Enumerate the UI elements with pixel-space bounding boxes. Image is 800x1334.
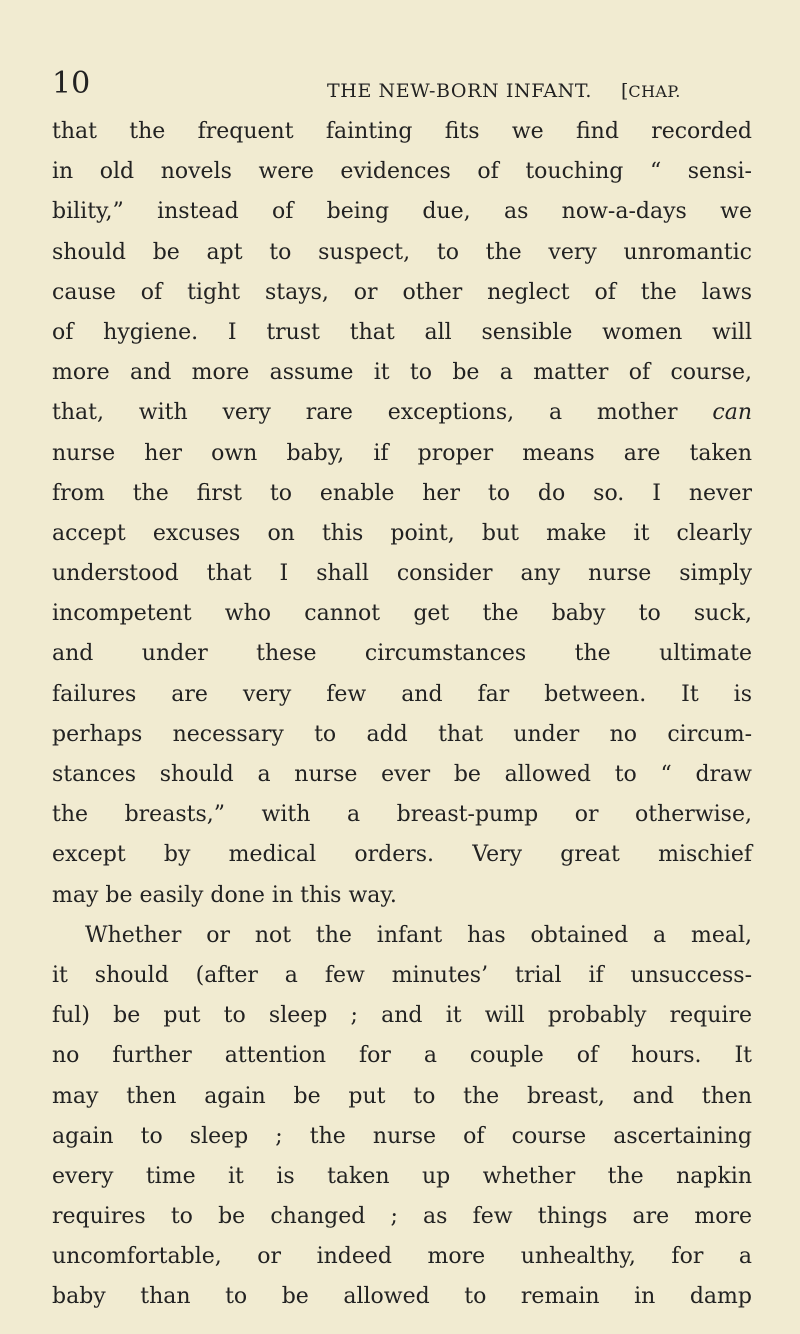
text-line: baby than to be allowed to remain in damp <box>52 1284 752 1310</box>
text-line: the breasts,” with a breast-pump or otherwise, <box>52 802 752 828</box>
body-text <box>52 112 752 1318</box>
text-line: it should (after a few minutes’ trial if unsuccess- <box>52 962 752 988</box>
text-line: may be easily done in this way. <box>52 882 397 908</box>
chapter-tag <box>621 78 681 105</box>
text-line: from the first to enable her to do so. I never <box>52 480 752 506</box>
text-line: ful) be put to sleep ; and it will probably require <box>52 1003 752 1029</box>
page-number: 10 <box>52 66 91 101</box>
text-line: incompetent who cannot get the baby to suck, <box>52 601 752 627</box>
chapter-bracket: [ <box>621 80 629 102</box>
text-line: uncomfortable, or indeed more unhealthy, for a <box>52 1244 752 1270</box>
text-line: accept excuses on this point, but make it clearly <box>52 520 752 546</box>
page-header <box>52 62 752 108</box>
text-line: again to sleep ; the nurse of course ascertaining <box>52 1123 752 1149</box>
running-title: THE NEW-BORN INFANT. <box>327 80 593 102</box>
text-line: more and more assume it to be a matter of course, <box>52 360 752 386</box>
text-line: cause of tight stays, or other neglect of the laws <box>52 279 752 305</box>
italic-emphasis: can <box>712 400 752 426</box>
text-line: failures are very few and far between. It is <box>52 681 752 707</box>
text-line: bility,” instead of being due, as now-a-days we <box>52 199 752 225</box>
text-line: nurse her own baby, if proper means are taken <box>52 440 752 466</box>
text-line: perhaps necessary to add that under no circum- <box>52 721 752 747</box>
text-line: requires to be changed ; as few things are more <box>52 1204 752 1230</box>
text-line: understood that I shall consider any nurse simply <box>52 561 752 587</box>
text-segment: that, with very rare exceptions, a mother <box>52 400 713 426</box>
text-line <box>52 393 752 433</box>
text-line: Whether or not the infant has obtained a meal, <box>85 922 752 948</box>
text-line: no further attention for a couple of hours. It <box>52 1043 752 1069</box>
text-line: every time it is taken up whether the napkin <box>52 1163 752 1189</box>
text-line: except by medical orders. Very great mischief <box>52 842 752 868</box>
text-line: in old novels were evidences of touching “ sensi- <box>52 159 752 185</box>
text-line: stances should a nurse ever be allowed to “ draw <box>52 762 752 787</box>
text-line: and under these circumstances the ultimate <box>52 641 752 667</box>
text-line: of hygiene. I trust that all sensible women will <box>52 319 752 345</box>
text-line: that the frequent fainting fits we find recorded <box>52 119 752 144</box>
text-line: may then again be put to the breast, and then <box>52 1083 752 1109</box>
text-line: should be apt to suspect, to the very unromantic <box>52 239 752 265</box>
chapter-label: CHAP. <box>628 82 681 101</box>
